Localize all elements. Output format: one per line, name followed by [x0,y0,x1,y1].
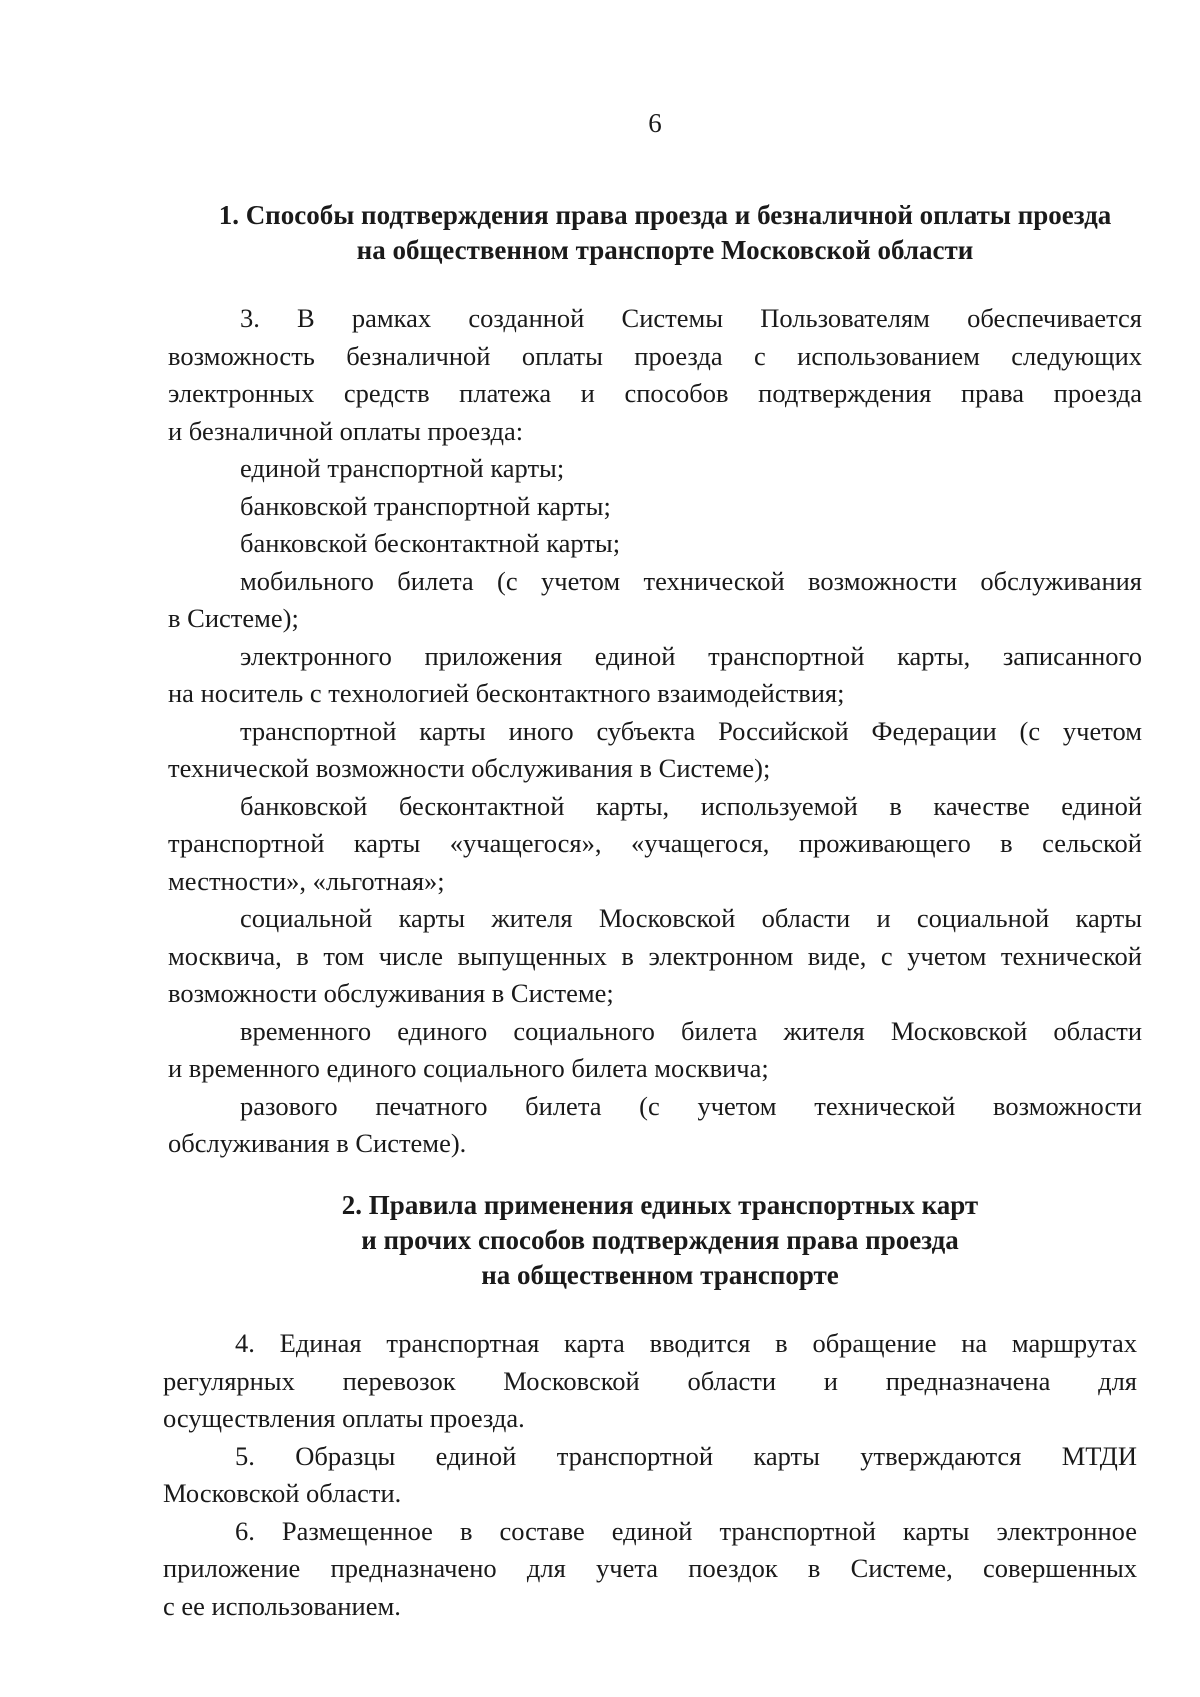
section-2-body [163,1325,1137,1625]
section-2-line: 4. Единая транспортная карта вводится в обращение на маршрутах [235,1328,1137,1358]
section-1-heading-line-2: на общественном транспорте Московской области [356,235,974,265]
section-2-line: приложение предназначено для учета поездок в Системе, совершенных [163,1553,1137,1583]
section-1-line: социальной карты жителя Московской области и социальной карты [240,903,1142,933]
section-1-heading [160,198,1170,268]
section-1-line: электронных средств платежа и способов подтверждения права проезда [168,378,1142,408]
page-number: 6 [648,108,662,138]
section-1-line: электронного приложения единой транспортной карты, записанного [240,640,1142,671]
section-2-line: регулярных перевозок Московской области и предназначена для [163,1365,1137,1396]
section-1-line: разового печатного билета (с учетом технической возможности [240,1090,1142,1121]
section-1-line: временного единого социального билета жителя Московской области [240,1015,1142,1046]
section-2-line: осуществления оплаты проезда. [163,1403,525,1433]
section-1-line: транспортной карты «учащегося», «учащегося, проживающего в сельской [168,828,1142,858]
section-1-line: и временного единого социального билета москвича; [168,1053,769,1083]
section-1-line: возможности обслуживания в Системе; [168,978,614,1008]
section-2-heading-line-3: на общественном транспорте [481,1260,839,1290]
section-2-line: Московской области. [163,1478,402,1508]
section-1-line: в Системе); [168,603,299,633]
section-1-line: и безналичной оплаты проезда: [168,415,524,446]
section-1-line: банковской бесконтактной карты, используемой в качестве единой [240,790,1142,821]
section-2-line: 5. Образцы единой транспортной карты утверждаются МТДИ [235,1440,1137,1471]
section-1-line: 3. В рамках созданной Системы Пользователям обеспечивается [240,303,1142,333]
section-1-line: транспортной карты иного субъекта Российской Федерации (с учетом [240,715,1142,746]
section-1-line: технической возможности обслуживания в Системе); [168,753,771,783]
section-1-heading-line-1: 1. Способы подтверждения права проезда и безналичной оплаты проезда [218,200,1112,230]
section-1-line: москвича, в том числе выпущенных в электронном виде, с учетом технической [168,940,1142,971]
section-2-heading-line-1: 2. Правила применения единых транспортных карт [341,1190,979,1220]
section-2-line: 6. Размещенное в составе единой транспортной карты электронное [235,1515,1137,1546]
section-1-line: банковской транспортной карты; [240,490,611,521]
section-2-line: с ее использованием. [163,1590,401,1621]
section-1-body [168,300,1142,1163]
section-2-heading-line-2: и прочих способов подтверждения права проезда [361,1225,959,1255]
section-1-line: мобильного билета (с учетом технической возможности обслуживания [240,565,1142,596]
section-1-line: на носитель с технологией бесконтактного взаимодействия; [168,678,845,708]
section-1-line: единой транспортной карты; [240,453,565,483]
section-1-line: возможность безналичной оплаты проезда с использованием следующих [168,340,1142,371]
section-1-line: обслуживания в Системе). [168,1128,467,1158]
section-2-heading [160,1188,1160,1293]
section-1-line: банковской бесконтактной карты; [240,528,621,558]
section-1-line: местности», «льготная»; [168,865,445,896]
